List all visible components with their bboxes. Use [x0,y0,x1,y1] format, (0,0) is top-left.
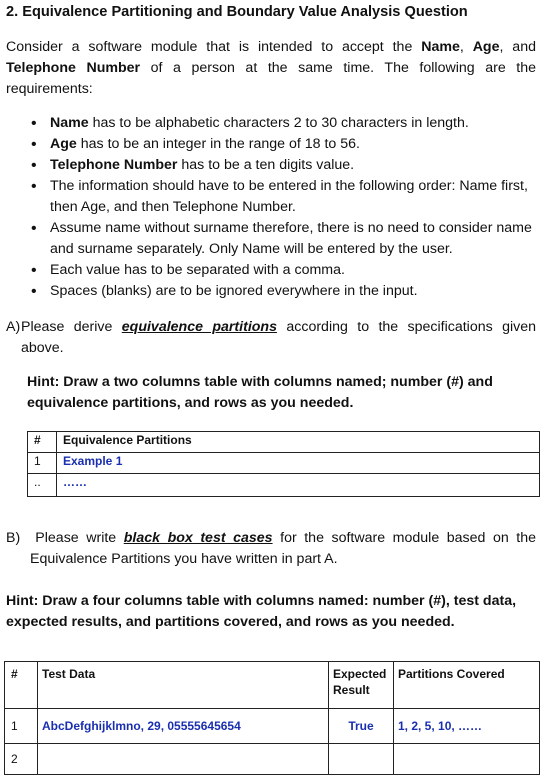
question-title: 2. Equivalence Partitioning and Boundary Value Analysis Question [6,4,468,20]
table-header-partitions-covered: Partitions Covered [394,662,540,709]
part-b-text: for the software module based on the [272,530,537,546]
part-a-question [6,317,536,359]
table-cell: 1, 2, 5, 10, …… [394,709,540,744]
part-a-text: according to the specifications given [277,319,536,335]
part-a-label: A) [6,319,21,335]
part-a-emphasis: equivalence partitions [121,319,277,335]
table-cell: Example 1 [57,453,540,474]
req-bold: Telephone Number [50,157,178,173]
list-item [0,134,536,155]
part-b-text: Please write [35,530,124,546]
table-header-expected-result: Expected Result [329,662,394,709]
table-cell: 1 [28,453,57,474]
requirements-list [0,113,540,302]
table-row [28,432,540,453]
table-cell: 1 [5,709,38,744]
table-header-test-data: Test Data [38,662,329,709]
intro-text: Consider a software module that is intended to accept the [6,39,422,55]
part-b-continuation: Equivalence Partitions you have written in part A. [30,551,338,567]
part-b-label: B) [6,530,21,546]
intro-name: Name [421,39,460,55]
part-b-question [6,528,536,570]
part-a-hint: Hint: Draw a two columns table with columns named; number (#) and equivalence partitions, and rows as you needed. [27,374,493,411]
table-cell: AbcDefghijklmno, 29, 05555645654 [38,709,329,744]
part-a-text: Please derive [21,319,122,335]
intro-paragraph [6,37,536,100]
intro-telephone: Telephone Number [6,60,141,76]
list-item [0,176,536,218]
req-bold: Name [50,115,89,131]
list-item [0,281,536,302]
part-b-hint: Hint: Draw a four columns table with columns named: number (#), test data, expected results, and partitions covered, and rows as you needed. [6,593,517,630]
req-text: has to be an integer in the range of 18 to 56. [76,136,360,152]
table-header-number: # [5,662,38,709]
req-text: Each value has to be separated with a comma. [50,262,345,278]
list-item [0,113,536,134]
part-a-continuation: above. [21,340,64,356]
table-header-partitions: Equivalence Partitions [57,432,540,453]
table-cell: …… [57,474,540,497]
list-item [0,260,536,281]
part-b-emphasis: black box test cases [123,530,273,546]
list-item [0,155,536,176]
table-cell: 2 [5,744,38,775]
table-row [28,453,540,474]
equivalence-partitions-table [27,431,540,497]
req-text: The information should have to be entered in the following order: Name first, then Age, and then Telephone Number. [50,178,528,215]
list-item [0,218,536,260]
intro-text: of a person at the same time. The following are the requirements: [6,60,537,97]
req-text: has to be a ten digits value. [177,157,355,173]
table-row [28,474,540,497]
req-text: has to be alphabetic characters 2 to 30 characters in length. [88,115,469,131]
intro-text: , and [499,39,536,55]
req-bold: Age [50,136,77,152]
part-a-line [6,317,536,338]
table-cell: .. [28,474,57,497]
intro-text: , [459,39,473,55]
intro-age: Age [472,39,500,55]
table-row [5,662,540,709]
part-b-line [6,528,536,549]
req-text: Spaces (blanks) are to be ignored everywhere in the input. [50,283,418,299]
req-text: Assume name without surname therefore, there is no need to consider name and surname separately. Only Name will be entered by the user. [50,220,532,257]
table-cell: True [329,709,394,744]
table-header-number: # [28,432,57,453]
table-row [5,709,540,744]
test-cases-table [4,661,540,775]
